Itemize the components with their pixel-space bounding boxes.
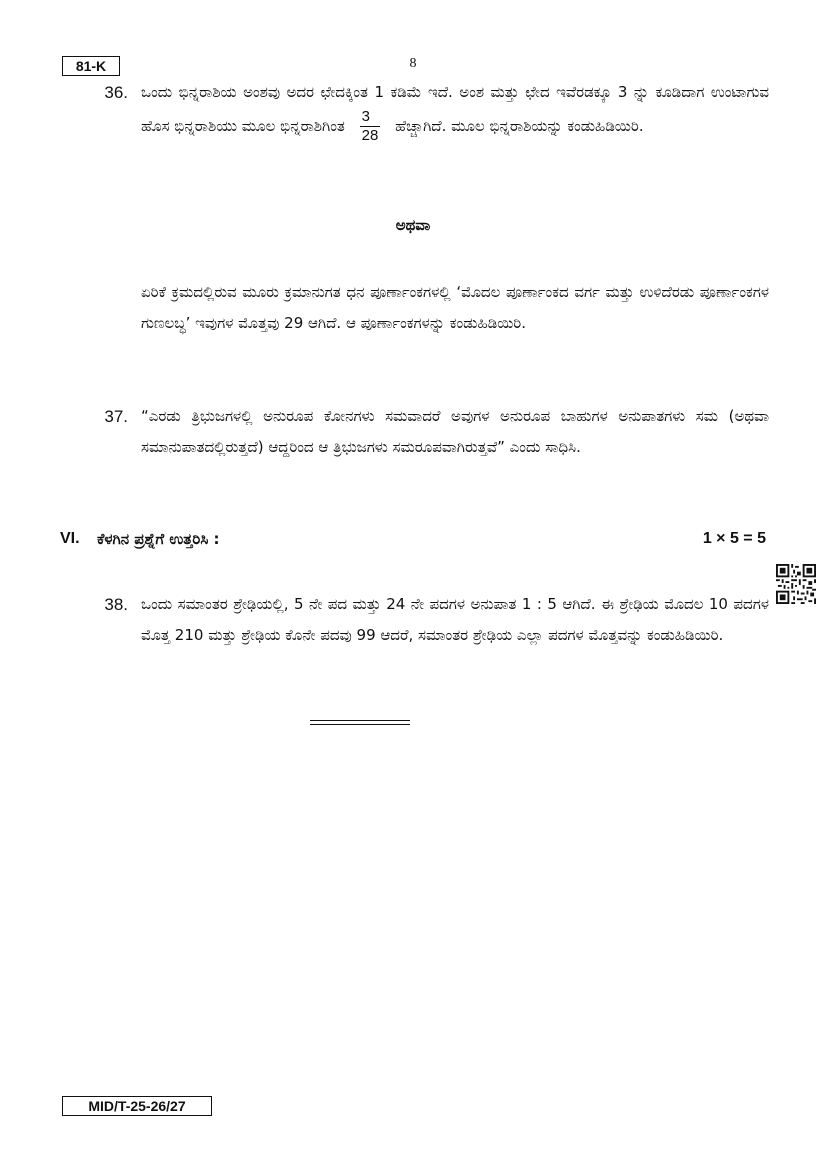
question-37-number: 37. <box>104 407 128 426</box>
fraction <box>360 108 381 145</box>
question-38-number: 38. <box>104 595 128 614</box>
fraction-denominator: 28 <box>361 127 379 144</box>
question-36-text <box>141 77 769 145</box>
question-36-text-b: ಹೆಚ್ಚಾಗಿದೆ. ಮೂಲ ಭಿನ್ನರಾಶಿಯನ್ನು ಕಂಡುಹಿಡಿಯಿರಿ. <box>395 117 644 135</box>
or-label: ಅಥವಾ <box>395 216 431 234</box>
question-36-alternative: ಏರಿಕೆ ಕ್ರಮದಲ್ಲಿರುವ ಮೂರು ಕ್ರಮಾನುಗತ ಧನ ಪೂರ್ಣಾಂಕಗಳಲ್ಲಿ ‘ಮೊದಲ ಪೂರ್ಣಾಂಕದ ವರ್ಗ ಮತ್ತು ಉಳಿದೆರಡು ಪೂರ್ಣಾಂಕಗಳ ಗುಣಲಬ್ಧ’ ಇವುಗಳ ಮೊತ್ತವು 29 ಆಗಿದೆ. ಆ ಪೂರ್ಣಾಂಕಗಳನ್ನು ಕಂಡುಹಿಡಿಯಿರಿ. <box>141 283 769 332</box>
qr-code-icon <box>776 564 816 604</box>
question-37-text: “ಎರಡು ತ್ರಿಭುಜಗಳಲ್ಲಿ ಅನುರೂಪ ಕೋನಗಳು ಸಮವಾದರೆ ಅವುಗಳ ಅನುರೂಪ ಬಾಹುಗಳ ಅನುಪಾತಗಳು ಸಮ (ಅಥವಾ ಸಮಾನುಪಾತದಲ್ಲಿರುತ್ತದೆ) ಆದ್ದರಿಂದ ಆ ತ್ರಿಭುಜಗಳು ಸಮರೂಪವಾಗಿರುತ್ತವೆ” ಎಂದು ಸಾಧಿಸಿ. <box>141 407 769 456</box>
footer-code: MID/T-25-26/27 <box>62 1096 212 1116</box>
end-rule-top <box>310 720 410 721</box>
paper-code: 81-K <box>62 56 120 76</box>
section-marks: 1 × 5 = 5 <box>702 530 766 547</box>
section-numeral: VI. <box>60 530 80 547</box>
question-36-text-a: ಒಂದು ಭಿನ್ನರಾಶಿಯ ಅಂಶವು ಅದರ ಛೇದಕ್ಕಿಂತ 1 ಕಡಿಮೆ ಇದೆ. ಅಂಶ ಮತ್ತು ಛೇದ ಇವೆರಡಕ್ಕೂ 3 ನ್ನು ಕೂಡಿದಾಗ ಉಂಟಾಗುವ ಹೊಸ ಭಿನ್ನರಾಶಿಯು ಮೂಲ ಭಿನ್ನರಾಶಿಗಿಂತ <box>141 83 769 135</box>
end-rule-bottom <box>310 724 410 725</box>
question-36-number: 36. <box>104 83 128 102</box>
page-number: 8 <box>409 56 417 71</box>
question-38-text: ಒಂದು ಸಮಾಂತರ ಶ್ರೇಢಿಯಲ್ಲಿ, 5 ನೇ ಪದ ಮತ್ತು 24 ನೇ ಪದಗಳ ಅನುಪಾತ 1 : 5 ಆಗಿದೆ. ಈ ಶ್ರೇಢಿಯ ಮೊದಲ 10 ಪದಗಳ ಮೊತ್ತ 210 ಮತ್ತು ಶ್ರೇಢಿಯ ಕೊನೇ ಪದವು 99 ಆದರೆ, ಸಮಾಂತರ ಶ್ರೇಢಿಯ ಎಲ್ಲಾ ಪದಗಳ ಮೊತ್ತವನ್ನು ಕಂಡುಹಿಡಿಯಿರಿ. <box>141 595 769 644</box>
section-instruction: ಕೆಳಗಿನ ಪ್ರಶ್ನೆಗೆ ಉತ್ತರಿಸಿ : <box>97 530 220 548</box>
fraction-numerator: 3 <box>360 108 381 127</box>
